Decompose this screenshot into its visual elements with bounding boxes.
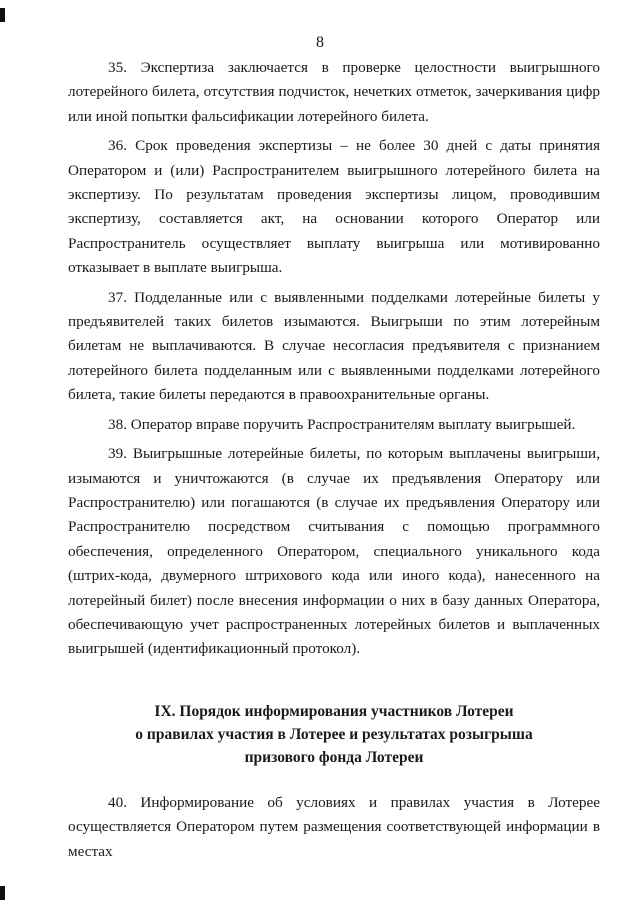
paragraph-40: 40. Информирование об условиях и правилах участия в Лотерее осуществляется Оператором путем размещения соответствующей информации в местах [68,793,600,860]
page-number: 8 [316,34,324,51]
section-heading-line: о правилах участия в Лотерее и результатах розыгрыша [135,725,533,743]
paragraph-37: 37. Подделанные или с выявленными подделками лотерейные билеты у предъявителей таких билетов изымаются. Выигрыши по этим лотерейным билетам не выплачиваются. В случае несогласия предъявителя с признанием лотерейного билета подделанным или с выявленными подделками лотерейного билета, такие билеты передаются в правоохранительные органы. [68,288,600,404]
section-heading [68,700,600,769]
scan-edge-mark [0,8,5,22]
paragraph-38: 38. Оператор вправе поручить Распространителям выплату выигрышей. [108,415,576,433]
section-heading-line: призового фонда Лотереи [244,748,424,766]
paragraph-35: 35. Экспертиза заключается в проверке целостности выигрышного лотерейного билета, отсутствия подчисток, нечетких отметок, зачеркивания цифр или иной попытки фальсификации лотерейного билета. [68,59,600,125]
document-body [68,56,600,869]
paragraph-39: 39. Выигрышные лотерейные билеты, по которым выплачены выигрыши, изымаются и уничтожаются (в случае их предъявления Оператору или Распространителю) или погашаются (в случае их предъявления Оператору или Распространителю посредством считывания с помощью программного обеспечения, определенного Оператором, специального уникального кода (штрих-кода, двумерного штрихового кода или иного кода), нанесенного на лотерейный билет) после внесения информации о них в базу данных Оператора, обеспечивающую учет распространенных лотерейных билетов и выплаченных выигрышей (идентификационный протокол). [68,445,600,658]
paragraph-36: 36. Срок проведения экспертизы – не более 30 дней с даты принятия Оператором и (или) Распространителем выигрышного лотерейного билета на экспертизу. По результатам проведения экспертизы лицом, проводившим экспертизу, составляется акт, на основании которого Оператор или Распространитель осуществляет выплату выигрыша или мотивированно отказывает в выплате выигрыша. [68,137,600,277]
section-heading-line: IX. Порядок информирования участников Лотереи [154,702,514,720]
scan-edge-mark [0,886,5,900]
